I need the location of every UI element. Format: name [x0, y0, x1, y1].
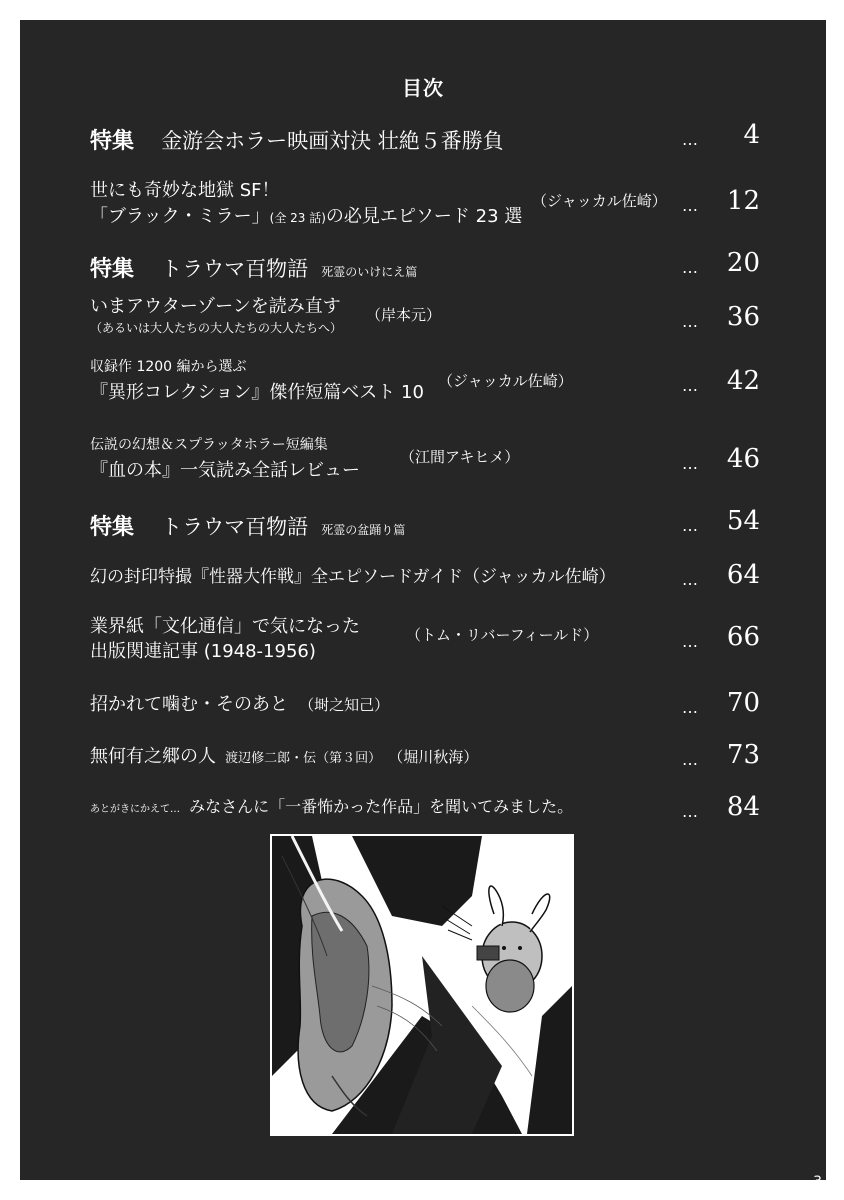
toc-entry	[90, 612, 760, 662]
page-ref: 12	[726, 186, 760, 216]
page-ref: 20	[726, 248, 760, 278]
entry-prefix: あとがきにかえて…	[90, 804, 180, 815]
leader-dots: …	[682, 516, 700, 535]
toc-entry	[90, 292, 760, 342]
page-number: 3	[813, 1174, 822, 1190]
entry-title-line2: 出版関連記事 (1948-1956)	[90, 641, 316, 662]
feature-tag: 特集	[90, 515, 135, 540]
entry-title-line1: 伝説の幻想＆スプラッタホラー短編集	[90, 437, 328, 453]
entry-title: みなさんに「一番怖かった作品」を聞いてみました。	[189, 797, 574, 816]
page-ref: 46	[726, 444, 760, 474]
toc-entry	[90, 248, 760, 282]
entry-title-line1: 収録作 1200 編から選ぶ	[90, 359, 247, 375]
entry-title-line2: 『異形コレクション』傑作短篇ベスト 10	[90, 382, 424, 403]
page-ref: 84	[726, 792, 760, 822]
leader-dots: …	[682, 698, 700, 717]
entry-subtitle: 渡辺修二郎・伝（第３回）	[225, 751, 382, 766]
feature-tag: 特集	[90, 129, 135, 154]
page-ref: 70	[726, 688, 760, 718]
leader-dots: …	[682, 258, 700, 277]
toc-entry	[90, 506, 760, 540]
leader-dots: …	[682, 454, 700, 473]
entry-title: トラウマ百物語	[161, 515, 309, 539]
page-ref: 66	[726, 622, 760, 652]
toc-entry	[90, 176, 760, 232]
toc-entry	[90, 356, 760, 406]
feature-tag: 特集	[90, 257, 135, 282]
entry-author: （トム・リバーフィールド）	[406, 626, 599, 644]
toc-entry	[90, 740, 760, 774]
entry-note: (全 23 話)	[269, 211, 326, 225]
leader-dots: …	[682, 570, 700, 589]
entry-author: （ジャッカル佐崎）	[532, 192, 667, 210]
page-ref: 54	[726, 506, 760, 536]
entry-author: （江間アキヒメ）	[400, 448, 520, 466]
leader-dots: …	[682, 802, 700, 821]
entry-author: （岸本元）	[366, 306, 442, 324]
entry-title: 幻の封印特撮『性器大作戦』全エピソードガイド（ジャッカル佐崎）	[90, 567, 616, 587]
entry-subtitle: 死霊の盆踊り篇	[321, 523, 406, 537]
entry-title-line1: いまアウターゾーンを読み直す	[90, 296, 341, 317]
entry-title: トラウマ百物語	[161, 257, 309, 281]
illustration	[270, 834, 574, 1136]
page-ref: 42	[726, 366, 760, 396]
leader-dots: …	[682, 130, 700, 149]
toc-entry	[90, 120, 760, 154]
entry-title-line2: 「ブラック・ミラー」	[90, 206, 270, 227]
entry-title: 無何有之郷の人	[90, 746, 216, 767]
entry-title-line1: 世にも奇妙な地獄 SF！	[90, 180, 280, 201]
leader-dots: …	[682, 196, 700, 215]
toc-entry	[90, 434, 760, 484]
entry-title-line2-end: の必見エピソード 23 選	[325, 206, 523, 227]
entry-title: 金游会ホラー映画対決 壮絶５番勝負	[161, 129, 504, 153]
page-ref: 73	[726, 740, 760, 770]
rabbit-sketch-image	[272, 836, 572, 1134]
entry-title: 招かれて噛む・そのあと	[90, 694, 288, 715]
page-title: 目次	[402, 76, 444, 100]
entry-title-line2: 『血の本』一気読み全話レビュー	[90, 460, 360, 481]
page-ref: 36	[726, 302, 760, 332]
page-ref: 64	[726, 560, 760, 590]
leader-dots: …	[682, 632, 700, 651]
leader-dots: …	[682, 750, 700, 769]
entry-title-line1: 業界紙「文化通信」で気になった	[90, 616, 360, 637]
leader-dots: …	[682, 312, 700, 331]
entry-author: （堀川秋海）	[388, 748, 479, 766]
entry-author: （埘之知己）	[299, 696, 390, 714]
toc-entry	[90, 560, 760, 594]
entry-author: （ジャッカル佐崎）	[438, 372, 573, 390]
entry-subtitle: 死霊のいけにえ篇	[321, 265, 418, 279]
page-ref: 4	[743, 120, 760, 150]
toc-entry	[90, 792, 760, 826]
contents-page	[20, 20, 826, 1180]
leader-dots: …	[682, 376, 700, 395]
entry-title-line2: （あるいは大人たちの大人たちの大人たちへ）	[90, 321, 343, 335]
toc-entry	[90, 688, 760, 722]
